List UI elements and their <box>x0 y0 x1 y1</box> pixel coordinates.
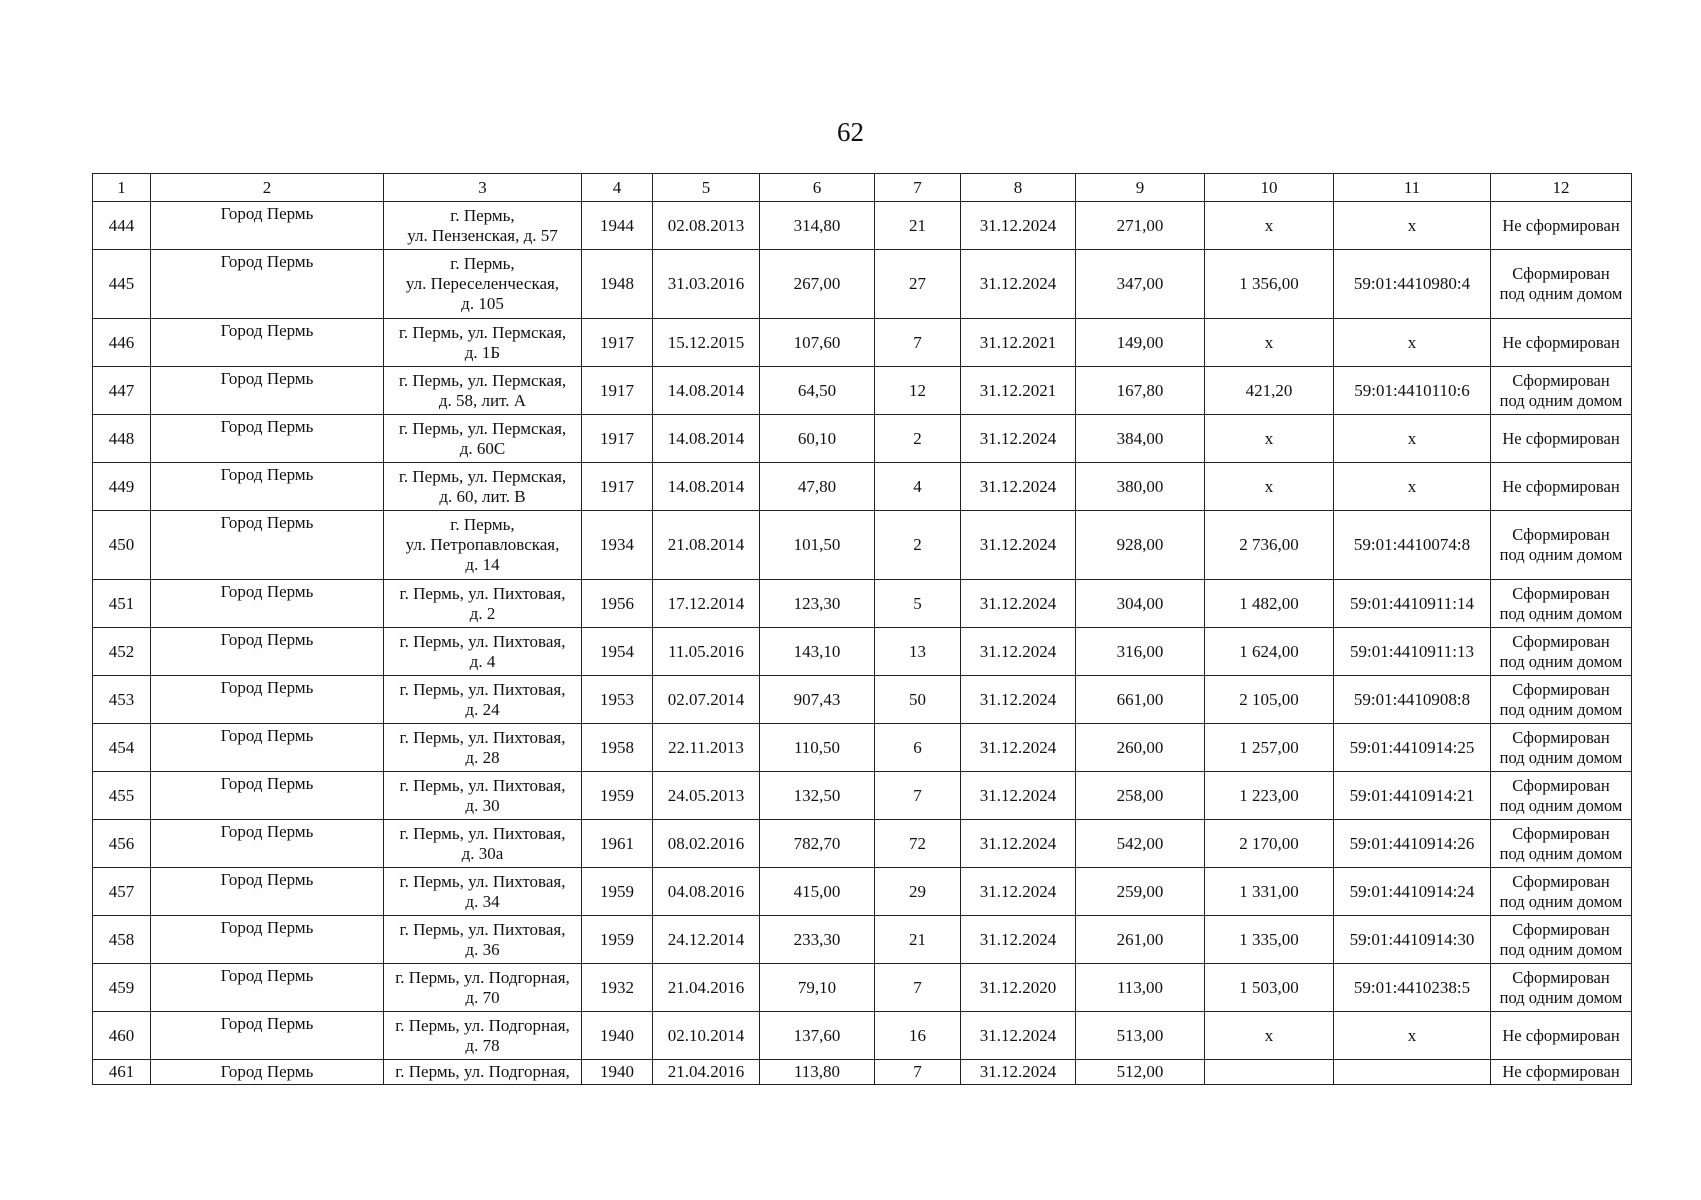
status-cell: Не сформирован <box>1491 202 1632 250</box>
row-number: 444 <box>93 202 151 250</box>
col9-cell: 512,00 <box>1076 1060 1205 1085</box>
area-cell: 143,10 <box>760 628 875 676</box>
deadline-cell: 31.12.2024 <box>961 628 1076 676</box>
residents-cell: 12 <box>875 367 961 415</box>
date-cell: 02.08.2013 <box>653 202 760 250</box>
col9-cell: 316,00 <box>1076 628 1205 676</box>
col10-cell: 1 257,00 <box>1205 724 1334 772</box>
municipality-cell: Город Пермь <box>151 820 384 868</box>
area-cell: 107,60 <box>760 319 875 367</box>
cadastral-number-cell: 59:01:4410980:4 <box>1334 250 1491 319</box>
table-row <box>93 202 1632 250</box>
residents-cell: 72 <box>875 820 961 868</box>
date-cell: 14.08.2014 <box>653 415 760 463</box>
col9-cell: 258,00 <box>1076 772 1205 820</box>
area-cell: 60,10 <box>760 415 875 463</box>
status-cell: Сформирован под одним домом <box>1491 628 1632 676</box>
address-cell: г. Пермь, ул. Пихтовая, д. 30 <box>384 772 582 820</box>
row-number: 446 <box>93 319 151 367</box>
area-cell: 64,50 <box>760 367 875 415</box>
deadline-cell: 31.12.2024 <box>961 202 1076 250</box>
deadline-cell: 31.12.2024 <box>961 415 1076 463</box>
deadline-cell: 31.12.2024 <box>961 868 1076 916</box>
municipality-cell: Город Пермь <box>151 964 384 1012</box>
date-cell: 04.08.2016 <box>653 868 760 916</box>
column-header: 10 <box>1205 174 1334 202</box>
date-cell: 21.04.2016 <box>653 964 760 1012</box>
address-cell: г. Пермь, ул. Переселенческая, д. 105 <box>384 250 582 319</box>
cadastral-number-cell: x <box>1334 319 1491 367</box>
address-cell: г. Пермь, ул. Пихтовая, д. 34 <box>384 868 582 916</box>
residents-cell: 29 <box>875 868 961 916</box>
col9-cell: 149,00 <box>1076 319 1205 367</box>
year-cell: 1948 <box>582 250 653 319</box>
cadastral-number-cell: 59:01:4410914:25 <box>1334 724 1491 772</box>
status-cell: Сформирован под одним домом <box>1491 511 1632 580</box>
cadastral-number-cell: 59:01:4410914:21 <box>1334 772 1491 820</box>
status-cell: Не сформирован <box>1491 415 1632 463</box>
address-cell: г. Пермь, ул. Пихтовая, д. 4 <box>384 628 582 676</box>
address-cell: г. Пермь, ул. Пермская, д. 60С <box>384 415 582 463</box>
date-cell: 08.02.2016 <box>653 820 760 868</box>
deadline-cell: 31.12.2024 <box>961 463 1076 511</box>
deadline-cell: 31.12.2024 <box>961 724 1076 772</box>
year-cell: 1961 <box>582 820 653 868</box>
area-cell: 110,50 <box>760 724 875 772</box>
date-cell: 31.03.2016 <box>653 250 760 319</box>
deadline-cell: 31.12.2024 <box>961 580 1076 628</box>
deadline-cell: 31.12.2024 <box>961 820 1076 868</box>
municipality-cell: Город Пермь <box>151 319 384 367</box>
column-header: 8 <box>961 174 1076 202</box>
row-number: 447 <box>93 367 151 415</box>
date-cell: 24.05.2013 <box>653 772 760 820</box>
area-cell: 101,50 <box>760 511 875 580</box>
cadastral-number-cell: 59:01:4410914:24 <box>1334 868 1491 916</box>
row-number: 455 <box>93 772 151 820</box>
deadline-cell: 31.12.2020 <box>961 964 1076 1012</box>
table-row <box>93 415 1632 463</box>
cadastral-number-cell: x <box>1334 1012 1491 1060</box>
residents-cell: 4 <box>875 463 961 511</box>
deadline-cell: 31.12.2024 <box>961 250 1076 319</box>
municipality-cell: Город Пермь <box>151 367 384 415</box>
cadastral-number-cell: 59:01:4410911:14 <box>1334 580 1491 628</box>
year-cell: 1917 <box>582 415 653 463</box>
area-cell: 267,00 <box>760 250 875 319</box>
deadline-cell: 31.12.2021 <box>961 319 1076 367</box>
col9-cell: 542,00 <box>1076 820 1205 868</box>
col10-cell: 1 482,00 <box>1205 580 1334 628</box>
status-cell: Сформирован под одним домом <box>1491 580 1632 628</box>
area-cell: 314,80 <box>760 202 875 250</box>
column-header: 5 <box>653 174 760 202</box>
area-cell: 233,30 <box>760 916 875 964</box>
col10-cell: 1 503,00 <box>1205 964 1334 1012</box>
col9-cell: 347,00 <box>1076 250 1205 319</box>
col10-cell: 2 170,00 <box>1205 820 1334 868</box>
cadastral-number-cell: 59:01:4410110:6 <box>1334 367 1491 415</box>
status-cell: Сформирован под одним домом <box>1491 250 1632 319</box>
row-number: 445 <box>93 250 151 319</box>
row-number: 451 <box>93 580 151 628</box>
cadastral-number-cell: 59:01:4410914:26 <box>1334 820 1491 868</box>
column-header: 7 <box>875 174 961 202</box>
date-cell: 11.05.2016 <box>653 628 760 676</box>
residents-cell: 7 <box>875 1060 961 1085</box>
municipality-cell: Город Пермь <box>151 202 384 250</box>
table-row <box>93 1060 1632 1085</box>
area-cell: 79,10 <box>760 964 875 1012</box>
residents-cell: 6 <box>875 724 961 772</box>
year-cell: 1917 <box>582 463 653 511</box>
row-number: 459 <box>93 964 151 1012</box>
date-cell: 21.04.2016 <box>653 1060 760 1085</box>
status-cell: Сформирован под одним домом <box>1491 964 1632 1012</box>
date-cell: 14.08.2014 <box>653 463 760 511</box>
address-cell: г. Пермь, ул. Пихтовая, д. 30а <box>384 820 582 868</box>
deadline-cell: 31.12.2024 <box>961 1012 1076 1060</box>
date-cell: 17.12.2014 <box>653 580 760 628</box>
cadastral-number-cell: x <box>1334 463 1491 511</box>
address-cell: г. Пермь, ул. Подгорная, <box>384 1060 582 1085</box>
year-cell: 1944 <box>582 202 653 250</box>
row-number: 461 <box>93 1060 151 1085</box>
area-cell: 132,50 <box>760 772 875 820</box>
residents-cell: 21 <box>875 202 961 250</box>
residents-cell: 21 <box>875 916 961 964</box>
column-header: 2 <box>151 174 384 202</box>
col10-cell: x <box>1205 319 1334 367</box>
table-row <box>93 820 1632 868</box>
municipality-cell: Город Пермь <box>151 463 384 511</box>
page-number: 62 <box>837 117 864 147</box>
area-cell: 47,80 <box>760 463 875 511</box>
col9-cell: 928,00 <box>1076 511 1205 580</box>
column-header: 12 <box>1491 174 1632 202</box>
year-cell: 1954 <box>582 628 653 676</box>
table-row <box>93 1012 1632 1060</box>
municipality-cell: Город Пермь <box>151 250 384 319</box>
col10-cell <box>1205 1060 1334 1085</box>
municipality-cell: Город Пермь <box>151 772 384 820</box>
col10-cell: 1 624,00 <box>1205 628 1334 676</box>
col10-cell: 1 356,00 <box>1205 250 1334 319</box>
status-cell: Сформирован под одним домом <box>1491 724 1632 772</box>
address-cell: г. Пермь, ул. Подгорная, д. 78 <box>384 1012 582 1060</box>
status-cell: Не сформирован <box>1491 1060 1632 1085</box>
date-cell: 21.08.2014 <box>653 511 760 580</box>
status-cell: Не сформирован <box>1491 1012 1632 1060</box>
residents-cell: 5 <box>875 580 961 628</box>
cadastral-number-cell: 59:01:4410074:8 <box>1334 511 1491 580</box>
municipality-cell: Город Пермь <box>151 916 384 964</box>
row-number: 456 <box>93 820 151 868</box>
column-header: 11 <box>1334 174 1491 202</box>
cadastral-number-cell: 59:01:4410914:30 <box>1334 916 1491 964</box>
deadline-cell: 31.12.2021 <box>961 367 1076 415</box>
status-cell: Сформирован под одним домом <box>1491 367 1632 415</box>
address-cell: г. Пермь, ул. Петропавловская, д. 14 <box>384 511 582 580</box>
col9-cell: 380,00 <box>1076 463 1205 511</box>
address-cell: г. Пермь, ул. Пермская, д. 1Б <box>384 319 582 367</box>
status-cell: Сформирован под одним домом <box>1491 676 1632 724</box>
col9-cell: 384,00 <box>1076 415 1205 463</box>
housing-register-table <box>92 173 1632 1085</box>
col10-cell: x <box>1205 202 1334 250</box>
col9-cell: 661,00 <box>1076 676 1205 724</box>
cadastral-number-cell: 59:01:4410238:5 <box>1334 964 1491 1012</box>
col10-cell: 1 331,00 <box>1205 868 1334 916</box>
deadline-cell: 31.12.2024 <box>961 676 1076 724</box>
row-number: 460 <box>93 1012 151 1060</box>
status-cell: Не сформирован <box>1491 319 1632 367</box>
status-cell: Сформирован под одним домом <box>1491 868 1632 916</box>
row-number: 448 <box>93 415 151 463</box>
year-cell: 1959 <box>582 916 653 964</box>
cadastral-number-cell: 59:01:4410911:13 <box>1334 628 1491 676</box>
column-header: 4 <box>582 174 653 202</box>
residents-cell: 7 <box>875 964 961 1012</box>
column-header: 6 <box>760 174 875 202</box>
cadastral-number-cell: x <box>1334 415 1491 463</box>
municipality-cell: Город Пермь <box>151 1012 384 1060</box>
deadline-cell: 31.12.2024 <box>961 916 1076 964</box>
table-row <box>93 916 1632 964</box>
area-cell: 123,30 <box>760 580 875 628</box>
residents-cell: 16 <box>875 1012 961 1060</box>
cadastral-number-cell <box>1334 1060 1491 1085</box>
table-row <box>93 463 1632 511</box>
column-header: 3 <box>384 174 582 202</box>
table-row <box>93 868 1632 916</box>
col9-cell: 513,00 <box>1076 1012 1205 1060</box>
col9-cell: 271,00 <box>1076 202 1205 250</box>
area-cell: 415,00 <box>760 868 875 916</box>
year-cell: 1958 <box>582 724 653 772</box>
date-cell: 15.12.2015 <box>653 319 760 367</box>
residents-cell: 2 <box>875 415 961 463</box>
year-cell: 1956 <box>582 580 653 628</box>
row-number: 458 <box>93 916 151 964</box>
date-cell: 24.12.2014 <box>653 916 760 964</box>
date-cell: 22.11.2013 <box>653 724 760 772</box>
address-cell: г. Пермь, ул. Пермская, д. 60, лит. В <box>384 463 582 511</box>
municipality-cell: Город Пермь <box>151 580 384 628</box>
address-cell: г. Пермь, ул. Пермская, д. 58, лит. А <box>384 367 582 415</box>
date-cell: 14.08.2014 <box>653 367 760 415</box>
col10-cell: 1 335,00 <box>1205 916 1334 964</box>
year-cell: 1917 <box>582 319 653 367</box>
deadline-cell: 31.12.2024 <box>961 1060 1076 1085</box>
table-row <box>93 250 1632 319</box>
col10-cell: x <box>1205 1012 1334 1060</box>
header-row <box>93 174 1632 202</box>
status-cell: Сформирован под одним домом <box>1491 820 1632 868</box>
deadline-cell: 31.12.2024 <box>961 772 1076 820</box>
address-cell: г. Пермь, ул. Подгорная, д. 70 <box>384 964 582 1012</box>
row-number: 454 <box>93 724 151 772</box>
year-cell: 1940 <box>582 1060 653 1085</box>
address-cell: г. Пермь, ул. Пихтовая, д. 36 <box>384 916 582 964</box>
municipality-cell: Город Пермь <box>151 511 384 580</box>
row-number: 450 <box>93 511 151 580</box>
col9-cell: 113,00 <box>1076 964 1205 1012</box>
table-row <box>93 964 1632 1012</box>
area-cell: 113,80 <box>760 1060 875 1085</box>
residents-cell: 50 <box>875 676 961 724</box>
row-number: 449 <box>93 463 151 511</box>
col10-cell: 2 105,00 <box>1205 676 1334 724</box>
municipality-cell: Город Пермь <box>151 868 384 916</box>
row-number: 453 <box>93 676 151 724</box>
address-cell: г. Пермь, ул. Пензенская, д. 57 <box>384 202 582 250</box>
residents-cell: 27 <box>875 250 961 319</box>
year-cell: 1959 <box>582 868 653 916</box>
col9-cell: 259,00 <box>1076 868 1205 916</box>
table-body <box>93 202 1632 1085</box>
residents-cell: 7 <box>875 772 961 820</box>
table-row <box>93 580 1632 628</box>
area-cell: 137,60 <box>760 1012 875 1060</box>
col10-cell: 1 223,00 <box>1205 772 1334 820</box>
date-cell: 02.10.2014 <box>653 1012 760 1060</box>
year-cell: 1959 <box>582 772 653 820</box>
deadline-cell: 31.12.2024 <box>961 511 1076 580</box>
table-row <box>93 319 1632 367</box>
year-cell: 1932 <box>582 964 653 1012</box>
address-cell: г. Пермь, ул. Пихтовая, д. 2 <box>384 580 582 628</box>
status-cell: Сформирован под одним домом <box>1491 916 1632 964</box>
year-cell: 1934 <box>582 511 653 580</box>
table-row <box>93 772 1632 820</box>
municipality-cell: Город Пермь <box>151 628 384 676</box>
year-cell: 1917 <box>582 367 653 415</box>
year-cell: 1953 <box>582 676 653 724</box>
table-row <box>93 511 1632 580</box>
col9-cell: 261,00 <box>1076 916 1205 964</box>
table-row <box>93 724 1632 772</box>
col10-cell: 421,20 <box>1205 367 1334 415</box>
municipality-cell: Город Пермь <box>151 724 384 772</box>
column-header: 9 <box>1076 174 1205 202</box>
col10-cell: x <box>1205 415 1334 463</box>
col10-cell: x <box>1205 463 1334 511</box>
col9-cell: 260,00 <box>1076 724 1205 772</box>
row-number: 452 <box>93 628 151 676</box>
address-cell: г. Пермь, ул. Пихтовая, д. 28 <box>384 724 582 772</box>
status-cell: Сформирован под одним домом <box>1491 772 1632 820</box>
table-row <box>93 367 1632 415</box>
area-cell: 782,70 <box>760 820 875 868</box>
municipality-cell: Город Пермь <box>151 415 384 463</box>
row-number: 457 <box>93 868 151 916</box>
cadastral-number-cell: x <box>1334 202 1491 250</box>
year-cell: 1940 <box>582 1012 653 1060</box>
col9-cell: 304,00 <box>1076 580 1205 628</box>
residents-cell: 13 <box>875 628 961 676</box>
table-row <box>93 628 1632 676</box>
col10-cell: 2 736,00 <box>1205 511 1334 580</box>
column-header: 1 <box>93 174 151 202</box>
residents-cell: 2 <box>875 511 961 580</box>
status-cell: Не сформирован <box>1491 463 1632 511</box>
table-row <box>93 676 1632 724</box>
municipality-cell: Город Пермь <box>151 1060 384 1085</box>
cadastral-number-cell: 59:01:4410908:8 <box>1334 676 1491 724</box>
address-cell: г. Пермь, ул. Пихтовая, д. 24 <box>384 676 582 724</box>
date-cell: 02.07.2014 <box>653 676 760 724</box>
residents-cell: 7 <box>875 319 961 367</box>
municipality-cell: Город Пермь <box>151 676 384 724</box>
area-cell: 907,43 <box>760 676 875 724</box>
col9-cell: 167,80 <box>1076 367 1205 415</box>
